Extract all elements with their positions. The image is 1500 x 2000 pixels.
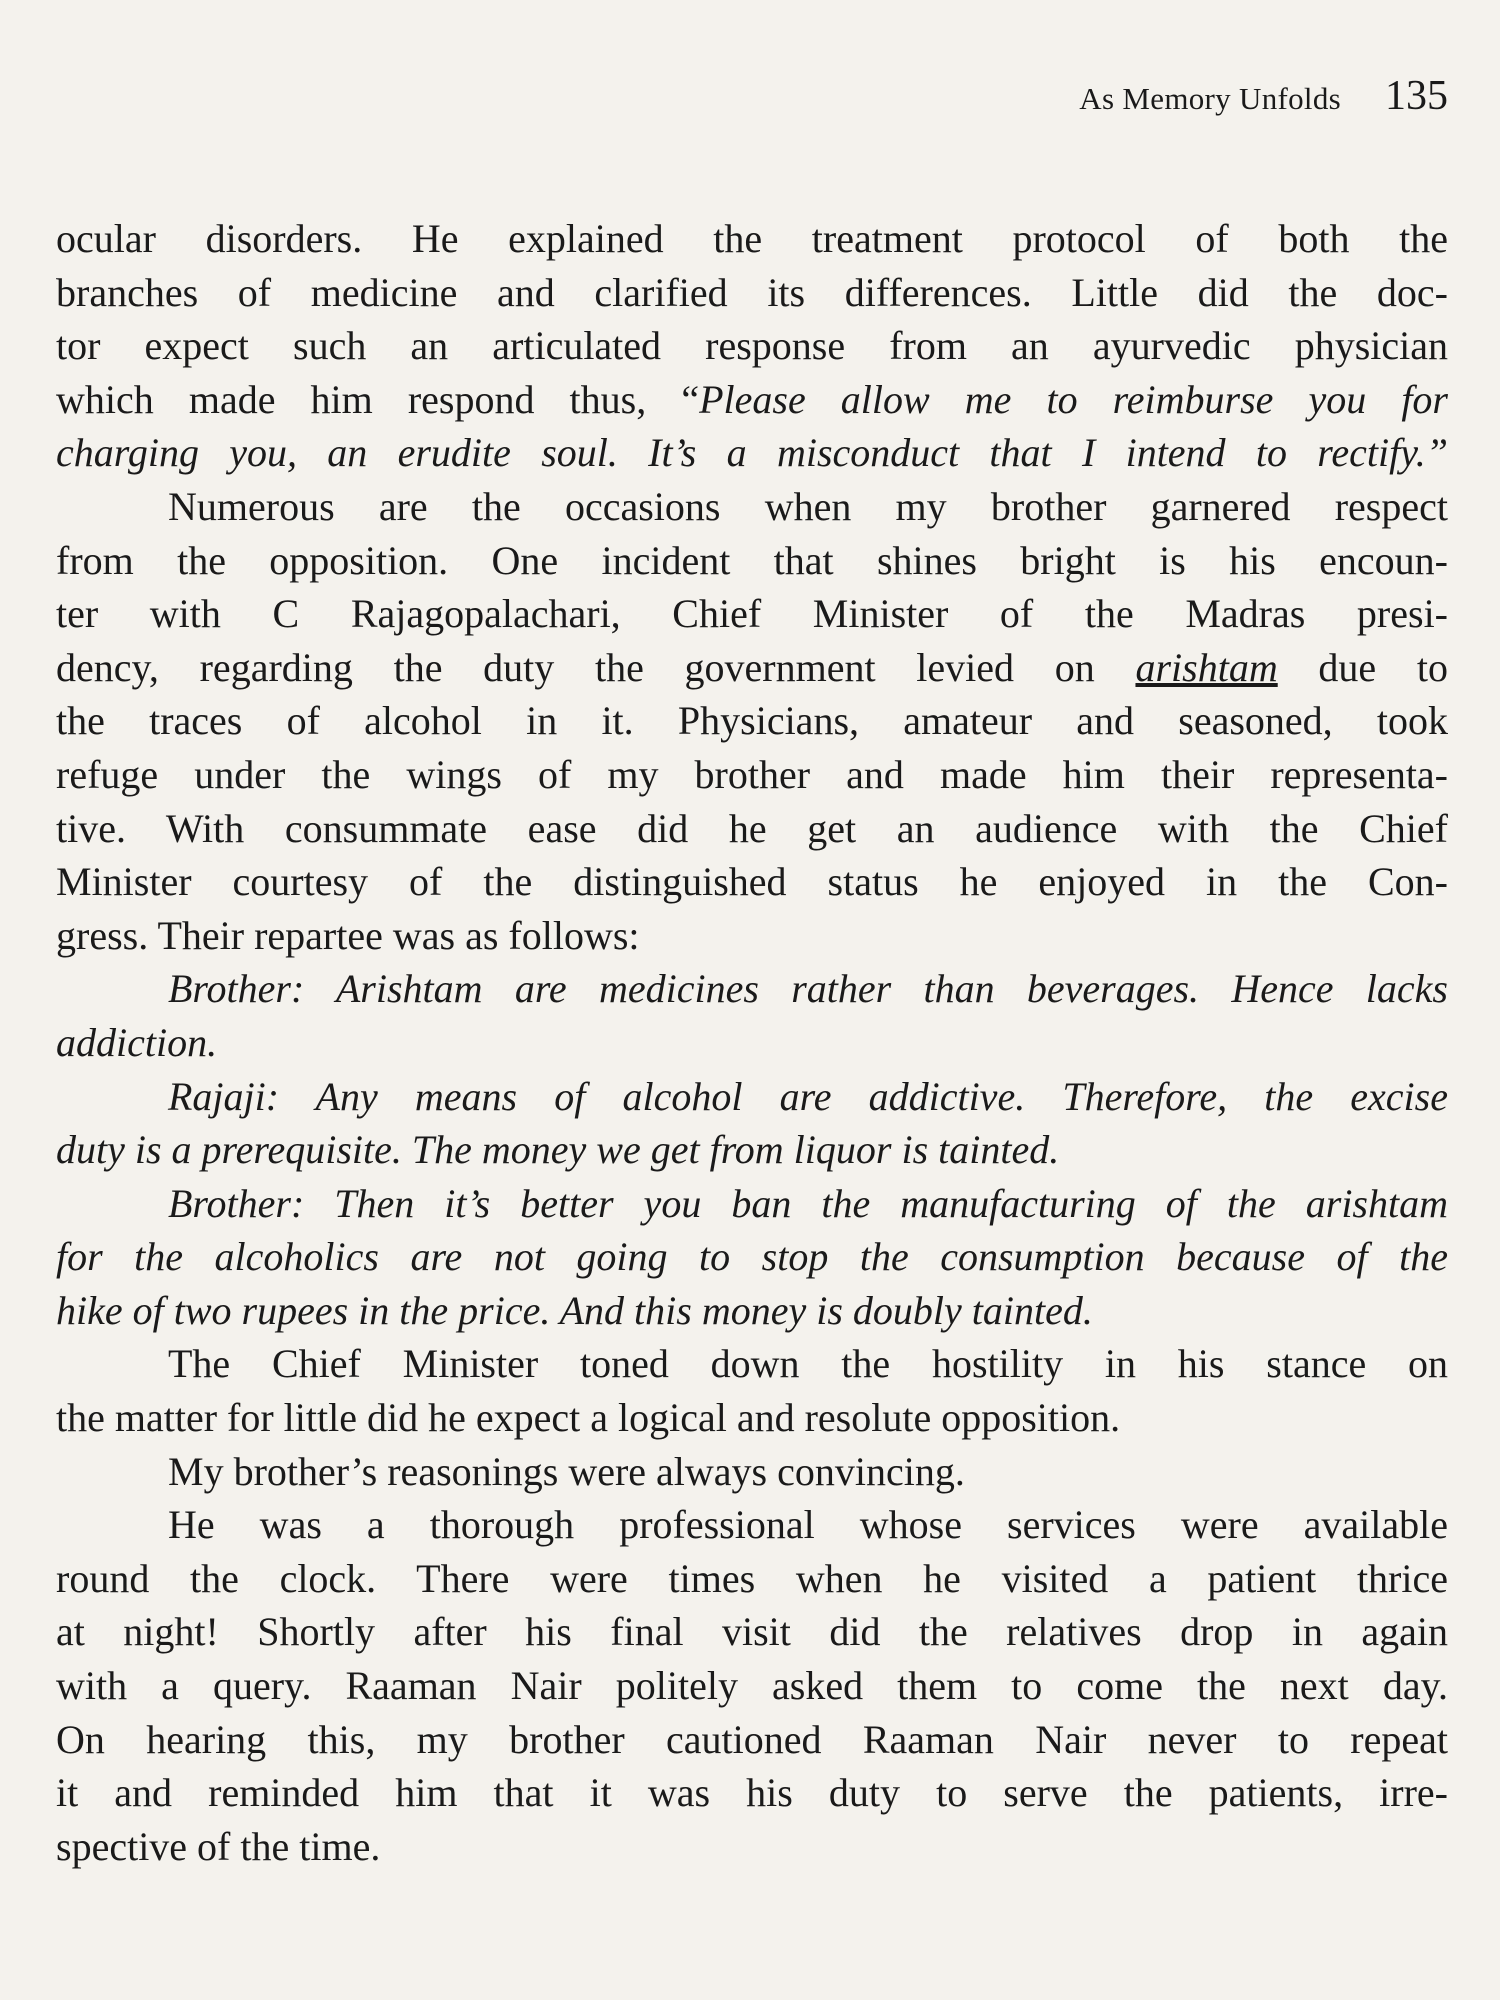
text-line: with a query. Raaman Nair politely asked them to come the next day. [56, 1663, 1448, 1709]
page-number: 135 [1385, 73, 1448, 119]
text-line: He was a thorough professional whose services were available [168, 1502, 1448, 1548]
text-line: The Chief Minister toned down the hostility in his stance on [168, 1341, 1448, 1387]
text-line: dency, regarding the duty the government levied on arishtam due to [56, 644, 1448, 690]
text-line: the traces of alcohol in it. Physicians, amateur and seasoned, took [56, 698, 1448, 744]
text-line: Minister courtesy of the distinguished status he enjoyed in the Con- [56, 859, 1448, 905]
body-text [56, 212, 1448, 1873]
text-line: gress. Their repartee was as follows: [56, 912, 640, 958]
running-header [1079, 72, 1448, 120]
dialogue-line: addiction. [56, 1019, 218, 1065]
text-line: Numerous are the occasions when my brother garnered respect [168, 483, 1448, 529]
text-line: ter with C Rajagopalachari, Chief Minister of the Madras presi- [56, 591, 1448, 637]
text-line: round the clock. There were times when he visited a patient thrice [56, 1555, 1448, 1601]
text-line: refuge under the wings of my brother and made him their representa- [56, 751, 1448, 797]
running-title: As Memory Unfolds [1079, 81, 1341, 116]
text-line: which made him respond thus, “Please allow me to reimburse you for [56, 376, 1448, 422]
arishtam-term: arishtam [1135, 644, 1278, 690]
text-line: On hearing this, my brother cautioned Raaman Nair never to repeat [56, 1716, 1448, 1762]
dialogue-line: duty is a prerequisite. The money we get from liquor is tainted. [56, 1127, 1060, 1173]
text-line: branches of medicine and clarified its differences. Little did the doc- [56, 269, 1448, 315]
dialogue-line: Rajaji: Any means of alcohol are addictive. Therefore, the excise [168, 1073, 1448, 1119]
dialogue-line: hike of two rupees in the price. And this money is doubly tainted. [56, 1287, 1093, 1333]
text-line: at night! Shortly after his final visit did the relatives drop in again [56, 1609, 1448, 1655]
text-line: from the opposition. One incident that shines bright is his encoun- [56, 537, 1448, 583]
dialogue-line: Brother: Arishtam are medicines rather than beverages. Hence lacks [168, 966, 1448, 1012]
text-line: My brother’s reasonings were always convincing. [168, 1448, 965, 1494]
text-line: tive. With consummate ease did he get an audience with the Chief [56, 805, 1448, 851]
text-line: tor expect such an articulated response from an ayurvedic physician [56, 323, 1448, 369]
text-line: charging you, an erudite soul. It’s a misconduct that I intend to rectify.” [56, 430, 1448, 476]
text-line: spective of the time. [56, 1823, 381, 1869]
dialogue-line: for the alcoholics are not going to stop the consumption because of the [56, 1234, 1448, 1280]
text-line: the matter for little did he expect a logical and resolute opposition. [56, 1395, 1121, 1441]
text-line: ocular disorders. He explained the treatment protocol of both the [56, 216, 1448, 261]
dialogue-line: Brother: Then it’s better you ban the manufacturing of the arishtam [168, 1180, 1448, 1226]
text-line: it and reminded him that it was his duty to serve the patients, irre- [56, 1770, 1448, 1816]
